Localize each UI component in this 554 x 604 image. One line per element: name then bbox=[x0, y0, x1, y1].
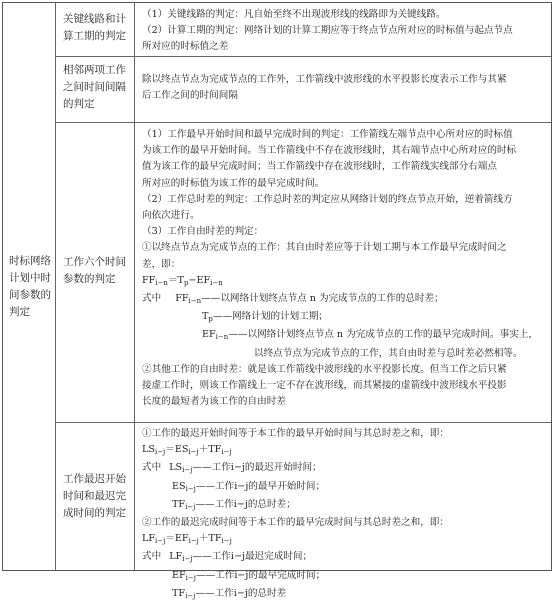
formula-part: 的总时差； bbox=[247, 498, 296, 510]
formula-definition bbox=[142, 568, 546, 586]
row-label-line: 参数的判定 bbox=[63, 273, 116, 285]
row-label-line: 算工期的判定 bbox=[63, 30, 126, 42]
formula-part: EF bbox=[172, 569, 186, 581]
content-line: ①以终点节点为完成节点的工作：其自由时差应等于计划工期与本工作最早完成时间之 bbox=[142, 242, 507, 254]
formula-part: ＝EF bbox=[165, 533, 189, 545]
formula-part: −EF bbox=[188, 274, 211, 286]
formula-part: ——以网络计划终点节点 n 为完成节点的工作的总时差； bbox=[201, 293, 444, 305]
formula-ff bbox=[142, 273, 546, 291]
formula-part: ——工作 bbox=[192, 462, 231, 474]
formula-subscript: i−j bbox=[185, 573, 196, 582]
row-label-line: 的判定 bbox=[63, 98, 95, 110]
formula-definition bbox=[142, 497, 546, 515]
formula-subscript: p bbox=[208, 315, 213, 324]
formula-subscript: i−j bbox=[185, 484, 196, 493]
formula-part: ——工作 bbox=[195, 587, 234, 599]
formula-subscript: p bbox=[183, 278, 189, 287]
formula-part: ＋TF bbox=[198, 533, 222, 545]
formula-part: i−j bbox=[234, 569, 249, 581]
row-label-line: 成时间的判定 bbox=[63, 507, 126, 519]
formula-subscript: i−j bbox=[185, 502, 196, 511]
left-header bbox=[9, 253, 53, 321]
row-divider-2 bbox=[55, 122, 551, 123]
formula-subscript: i−j bbox=[221, 537, 232, 546]
row-divider-3 bbox=[55, 422, 551, 423]
formula-definition bbox=[142, 327, 546, 345]
formula-definition bbox=[142, 549, 546, 567]
content-line: ②工作的最迟完成时间等于本工作的最早完成时间与其总时差之和，即： bbox=[142, 517, 449, 529]
formula-part: ES bbox=[172, 480, 186, 492]
left-header-line: 时标网络 bbox=[9, 255, 51, 267]
formula-ls bbox=[142, 442, 546, 460]
formula-part: ——工作 bbox=[195, 498, 234, 510]
content-line: 差，即： bbox=[142, 258, 181, 270]
content-line: 为该工作的最早开始时间。当工作箭线中不存在波形线时，其右端节点中心所对应的时标 bbox=[142, 145, 517, 157]
formula-part: ——工作 bbox=[195, 480, 235, 492]
content-line: （2）计算工期的判定：网络计划的计算工期应等于终点节点所对应的时标值与起点节点 bbox=[142, 25, 513, 37]
content-line: 所对应的时标值之差 bbox=[142, 41, 229, 53]
formula-part: i−j bbox=[234, 480, 249, 492]
formula-subscript: i−j bbox=[185, 591, 196, 600]
left-header-line: 判定 bbox=[9, 306, 30, 318]
row-label-line: 时间和最迟完 bbox=[63, 490, 126, 502]
col-divider-1 bbox=[55, 3, 56, 570]
formula-definition bbox=[142, 460, 546, 478]
formula-lf bbox=[142, 531, 546, 549]
row-label-line: 工作最迟开始 bbox=[63, 473, 126, 485]
formula-subscript: i−n bbox=[155, 278, 168, 287]
formula-part: TF bbox=[172, 498, 186, 510]
formula-subscript: i−n bbox=[215, 333, 229, 342]
formula-definition bbox=[142, 479, 546, 497]
formula-part: i−j bbox=[233, 498, 248, 510]
formula-part: i−j bbox=[233, 587, 248, 599]
row-label-line: 工作六个时间 bbox=[63, 256, 126, 268]
formula-subscript: i−j bbox=[154, 448, 166, 457]
formula-definition bbox=[142, 586, 546, 604]
row-label-six-parameters bbox=[63, 254, 133, 288]
formula-part: LS bbox=[142, 444, 155, 456]
row-label-line: 相邻两项工作 bbox=[63, 64, 126, 76]
formula-part: TF bbox=[172, 587, 186, 599]
content-line: （1）工作最早开始时间和最早完成时间的判定：工作箭线左端节点中心所对应的时标值 bbox=[142, 129, 513, 140]
formula-definition bbox=[142, 309, 546, 327]
formula-part: 的总时差 bbox=[247, 587, 287, 599]
formula-part: LS bbox=[169, 462, 183, 474]
parameter-table bbox=[2, 2, 552, 600]
formula-part: ——工作 bbox=[195, 569, 235, 581]
row-label-line: 之间时间间隔 bbox=[63, 81, 126, 93]
content-line: 值为该工作的最早完成时间；当工作箭线中存在波形线时，工作箭线实线部分右端点 bbox=[142, 161, 497, 173]
content-line: ①工作的最迟开始时间等于本工作的最早开始时间与其总时差之和，即： bbox=[142, 428, 449, 439]
row-label-line: 关键线路和计 bbox=[63, 13, 126, 25]
formula-part: 的最迟开始时间； bbox=[244, 462, 322, 474]
formula-part: ——工作 bbox=[192, 551, 231, 563]
formula-subscript: i−n bbox=[188, 297, 202, 306]
content-line: 接虚工作时，则该工作箭线上一定不存在波形线，而其紧接的虚箭线中波形线水平投影 bbox=[142, 380, 507, 392]
content-line: （3）工作自由时差的判定： bbox=[142, 226, 264, 238]
content-line: 后工作之间的时间间隔 bbox=[142, 90, 238, 102]
formula-part: T bbox=[202, 311, 209, 323]
formula-part: FF bbox=[142, 274, 156, 286]
row-label-latest-times bbox=[63, 471, 133, 522]
left-header-line: 间参数的 bbox=[9, 289, 51, 301]
row-label-time-interval bbox=[63, 62, 133, 113]
formula-part: ＝T bbox=[167, 274, 184, 286]
formula-part: ——网络计划的计划工期； bbox=[212, 311, 329, 323]
formula-subscript: i−j bbox=[221, 448, 232, 457]
formula-part: 的最早开始时间； bbox=[248, 480, 326, 492]
formula-part: LF bbox=[142, 533, 156, 545]
content-line: 所对应的时标值为该工作的最早完成时间。 bbox=[142, 177, 325, 189]
formula-part: FF bbox=[175, 293, 189, 305]
row-content-critical-path bbox=[142, 7, 546, 56]
col-divider-2 bbox=[134, 3, 135, 570]
row-content-time-interval bbox=[142, 72, 546, 104]
formula-part: 最迟完成时间； bbox=[244, 551, 313, 563]
formula-part: i−j bbox=[230, 551, 245, 563]
row-content-latest-times bbox=[142, 426, 546, 604]
content-line: 长度的最短者为该工作的自由时差 bbox=[142, 396, 286, 408]
content-line: （2）工作总时差的判定：工作总时差的判定应从网络计划的终点节点开始，逆着箭线方 bbox=[142, 193, 513, 205]
formula-part: EF bbox=[202, 329, 216, 341]
formula-definition bbox=[142, 291, 546, 309]
formula-subscript: i−j bbox=[188, 537, 199, 546]
formula-part: 式中 bbox=[142, 462, 162, 474]
formula-part: 式中 bbox=[142, 551, 162, 563]
content-line: 除以终点节点为完成节点的工作外，工作箭线中波形线的水平投影长度表示工作与其紧 bbox=[142, 74, 507, 85]
row-divider-1 bbox=[55, 56, 551, 57]
formula-subscript: i−j bbox=[182, 466, 193, 475]
content-line: 向依次进行。 bbox=[142, 210, 200, 222]
formula-part: ＋TF bbox=[198, 444, 222, 456]
left-header-line: 计划中时 bbox=[9, 272, 51, 284]
formula-subscript: i−j bbox=[182, 555, 193, 564]
formula-subscript: i−j bbox=[155, 537, 166, 546]
row-label-critical-path bbox=[63, 11, 133, 45]
formula-part: i−j bbox=[230, 462, 245, 474]
content-line: （1）关键线路的判定：凡自始至终不出现波形线的线路即为关键线路。 bbox=[142, 9, 446, 20]
formula-part: 的最早完成时间； bbox=[248, 569, 326, 581]
row-content-six-parameters bbox=[142, 127, 546, 410]
content-line: ②其他工作的自由时差：就是该工作箭线中波形线的水平投影长度。但当工作之后只紧 bbox=[142, 363, 507, 375]
content-line: 以终点节点为完成节点的工作，其自由时差与总时差必然相等。 bbox=[254, 347, 523, 359]
formula-part: ——以网络计划终点节点 n 为完成节点的工作的最早完成时间。事实上， bbox=[228, 329, 538, 341]
formula-subscript: i−j bbox=[188, 448, 199, 457]
formula-part: ＝ES bbox=[165, 444, 189, 456]
formula-part: 式中 bbox=[142, 293, 162, 305]
formula-part: LF bbox=[169, 551, 183, 563]
formula-subscript: i−n bbox=[210, 278, 223, 287]
